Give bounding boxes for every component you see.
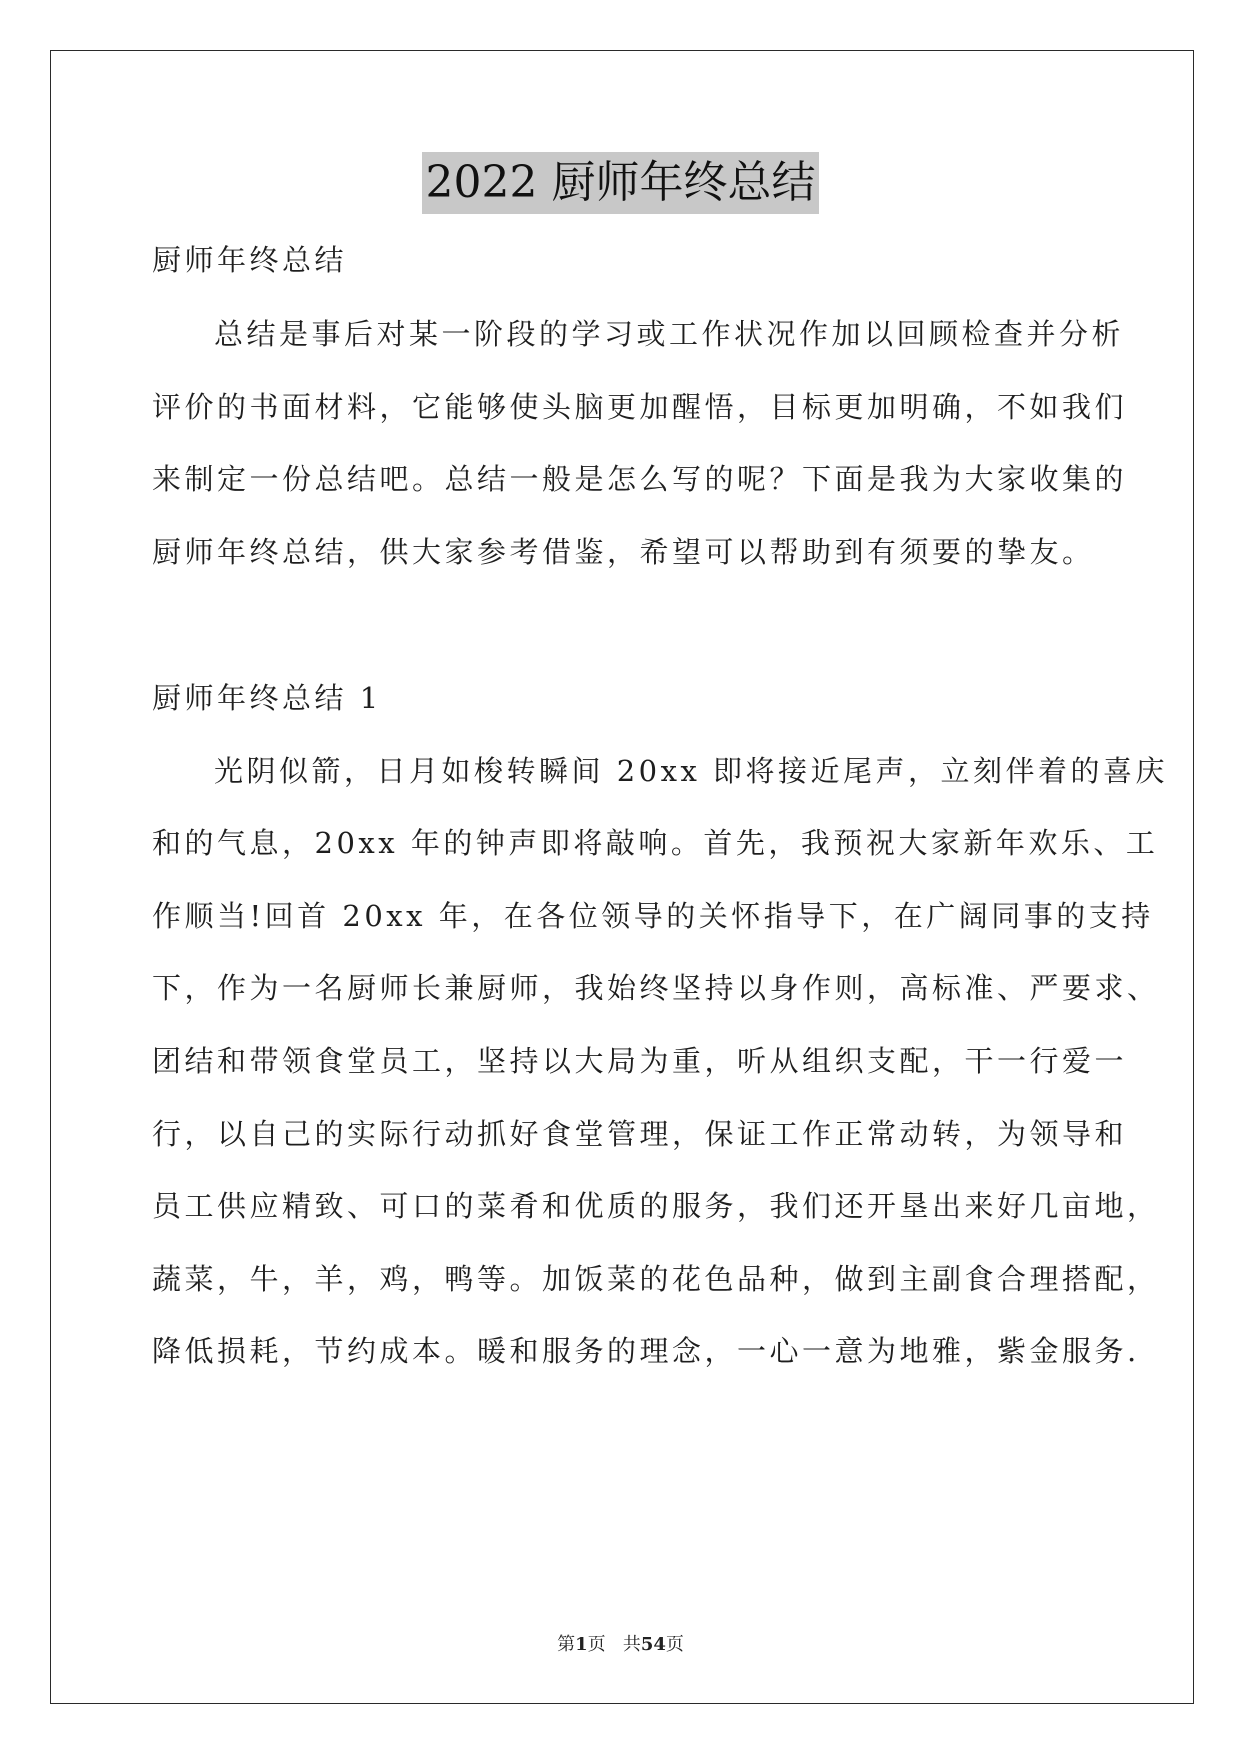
total-page-count: 54 (640, 1634, 666, 1655)
current-page-number: 1 (575, 1634, 588, 1655)
body-line: 和的气息，20xx 年的钟声即将敲响。首先，我预祝大家新年欢乐、工 (152, 826, 1159, 860)
footer-total-prefix: 共 (622, 1634, 641, 1655)
body-line: 蔬菜，牛，羊，鸡，鸭等。加饭菜的花色品种，做到主副食合理搭配， (152, 1262, 1160, 1296)
section-heading: 厨师年终总结 1 (152, 681, 382, 715)
intro-line: 来制定一份总结吧。总结一般是怎么写的呢？下面是我为大家收集的 (152, 462, 1128, 496)
intro-heading: 厨师年终总结 (152, 243, 348, 277)
footer-prefix: 第 (557, 1634, 576, 1655)
footer-page-unit: 页 (587, 1634, 606, 1655)
intro-line: 评价的书面材料，它能够使头脑更加醒悟，目标更加明确，不如我们 (152, 390, 1128, 424)
body-line: 降低损耗，节约成本。暖和服务的理念，一心一意为地雅，紫金服务. (152, 1334, 1140, 1368)
body-line: 员工供应精致、可口的菜肴和优质的服务，我们还开垦出来好几亩地， (152, 1189, 1160, 1223)
title-block (0, 152, 1241, 214)
body-line: 下，作为一名厨师长兼厨师，我始终坚持以身作则，高标准、严要求、 (152, 971, 1160, 1005)
body-line: 行，以自己的实际行动抓好食堂管理，保证工作正常动转，为领导和 (152, 1117, 1128, 1151)
body-line: 团结和带领食堂员工，坚持以大局为重，听从组织支配，干一行爱一 (152, 1044, 1128, 1078)
intro-line: 厨师年终总结，供大家参考借鉴，希望可以帮助到有须要的挚友。 (152, 535, 1095, 569)
body-line: 作顺当!回首 20xx 年，在各位领导的关怀指导下，在广阔同事的支持 (152, 899, 1154, 933)
intro-line: 总结是事后对某一阶段的学习或工作状况作加以回顾检查并分析 (214, 317, 1125, 351)
body-line: 光阴似箭，日月如梭转瞬间 20xx 即将接近尾声，立刻伴着的喜庆 (214, 754, 1169, 788)
page-footer (0, 1630, 1241, 1656)
footer-total-unit: 页 (665, 1634, 684, 1655)
document-title: 2022 厨师年终总结 (422, 152, 820, 214)
page-border (50, 50, 1194, 1704)
